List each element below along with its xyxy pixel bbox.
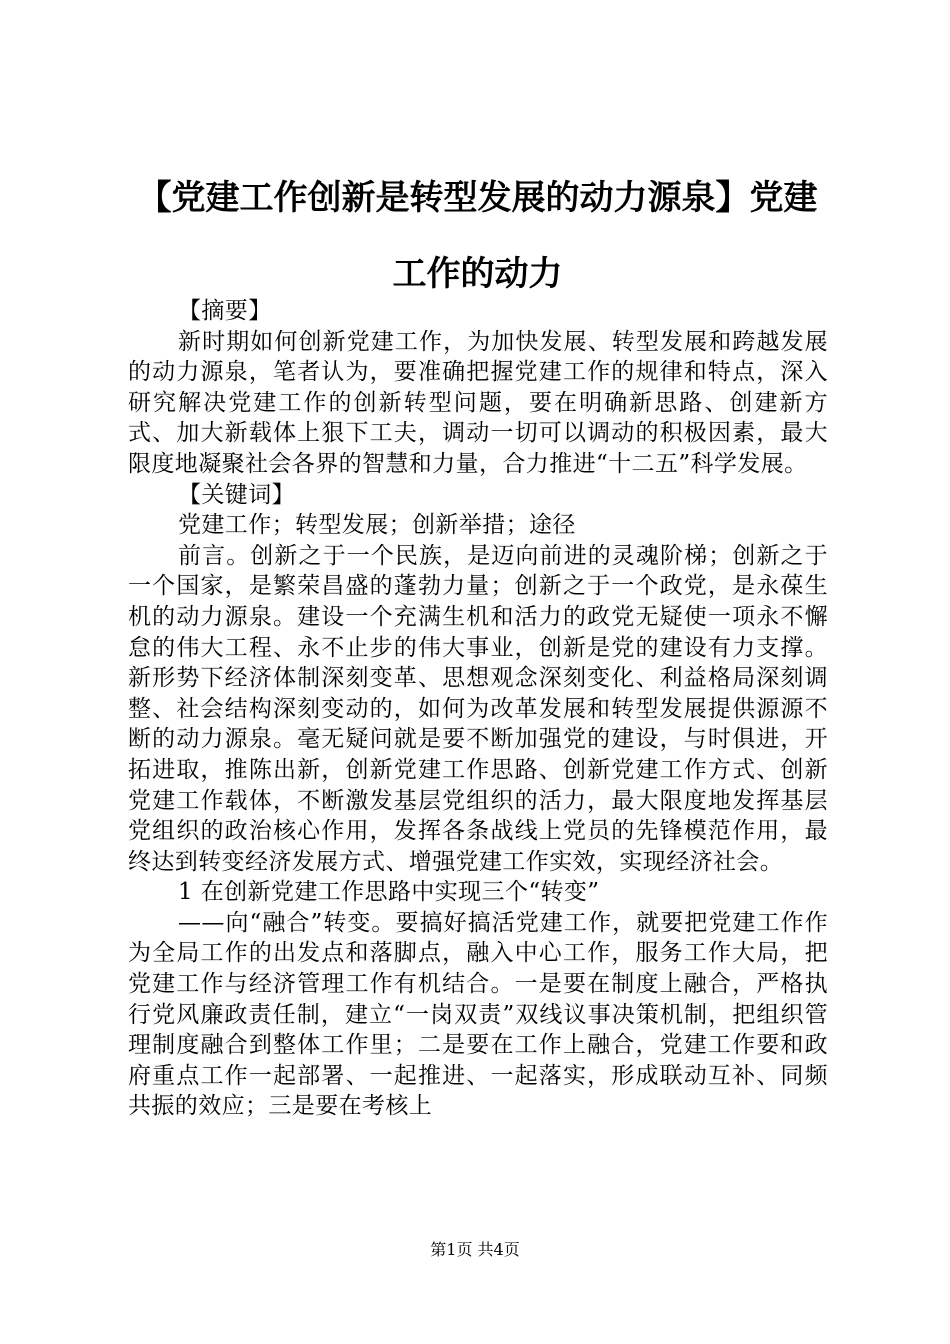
abstract-paragraph: 新时期如何创新党建工作，为加快发展、转型发展和跨越发展的动力源泉，笔者认为，要准确把握党建工作的规律和特点，深入研究解决党建工作的创新转型问题，要在明确新思路、创建新方式、加大新载体上狠下工夫，调动一切可以调动的积极因素，最大限度地凝聚社会各界的智慧和力量，合力推进“十二五”科学发展。 xyxy=(128,328,828,477)
title-line-2: 工作的动力 xyxy=(392,254,563,294)
section-1-heading: 1 在创新党建工作思路中实现三个“转变” xyxy=(178,879,600,906)
document-title xyxy=(125,160,830,312)
abstract-heading: 【摘要】 xyxy=(178,298,272,324)
keywords-paragraph: 党建工作；转型发展；创新举措；途径 xyxy=(178,512,576,539)
keywords-heading: 【关键词】 xyxy=(178,481,295,508)
section-1-paragraph: ——向“融合”转变。要搞好搞活党建工作，就要把党建工作作为全局工作的出发点和落脚点，融入中心工作，服务工作大局，把党建工作与经济管理工作有机结合。一是要在制度上融合，严格执行党风廉政责任制，建立“一岗双责”双线议事决策机制，把组织管理制度融合到整体工作里；二是要在工作上融合，党建工作要和政府重点工作一起部署、一起推进、一起落实，形成联动互补、同频共振的效应；三是要在考核上 xyxy=(128,909,828,1120)
preface-paragraph: 前言。创新之于一个民族，是迈向前进的灵魂阶梯；创新之于一个国家，是繁荣昌盛的蓬勃力量；创新之于一个政党，是永葆生机的动力源泉。建设一个充满生机和活力的政党无疑使一项永不懈怠的伟大工程、永不止步的伟大事业，创新是党的建设有力支撑。新形势下经济体制深刻变革、思想观念深刻变化、利益格局深刻调整、社会结构深刻变动的，如何为改革发展和转型发展提供源源不断的动力源泉。毫无疑问就是要不断加强党的建设，与时俱进，开拓进取，推陈出新，创新党建工作思路、创新党建工作方式、创新党建工作载体，不断激发基层党组织的活力，最大限度地发挥基层党组织的政治核心作用，发挥各条战线上党员的先锋模范作用，最终达到转变经济发展方式、增强党建工作实效，实现经济社会。 xyxy=(128,542,828,875)
document-body xyxy=(128,296,828,1122)
page-footer: 第1页 共4页 xyxy=(430,1240,520,1259)
title-line-1: 【党建工作创新是转型发展的动力源泉】党建 xyxy=(137,178,818,218)
